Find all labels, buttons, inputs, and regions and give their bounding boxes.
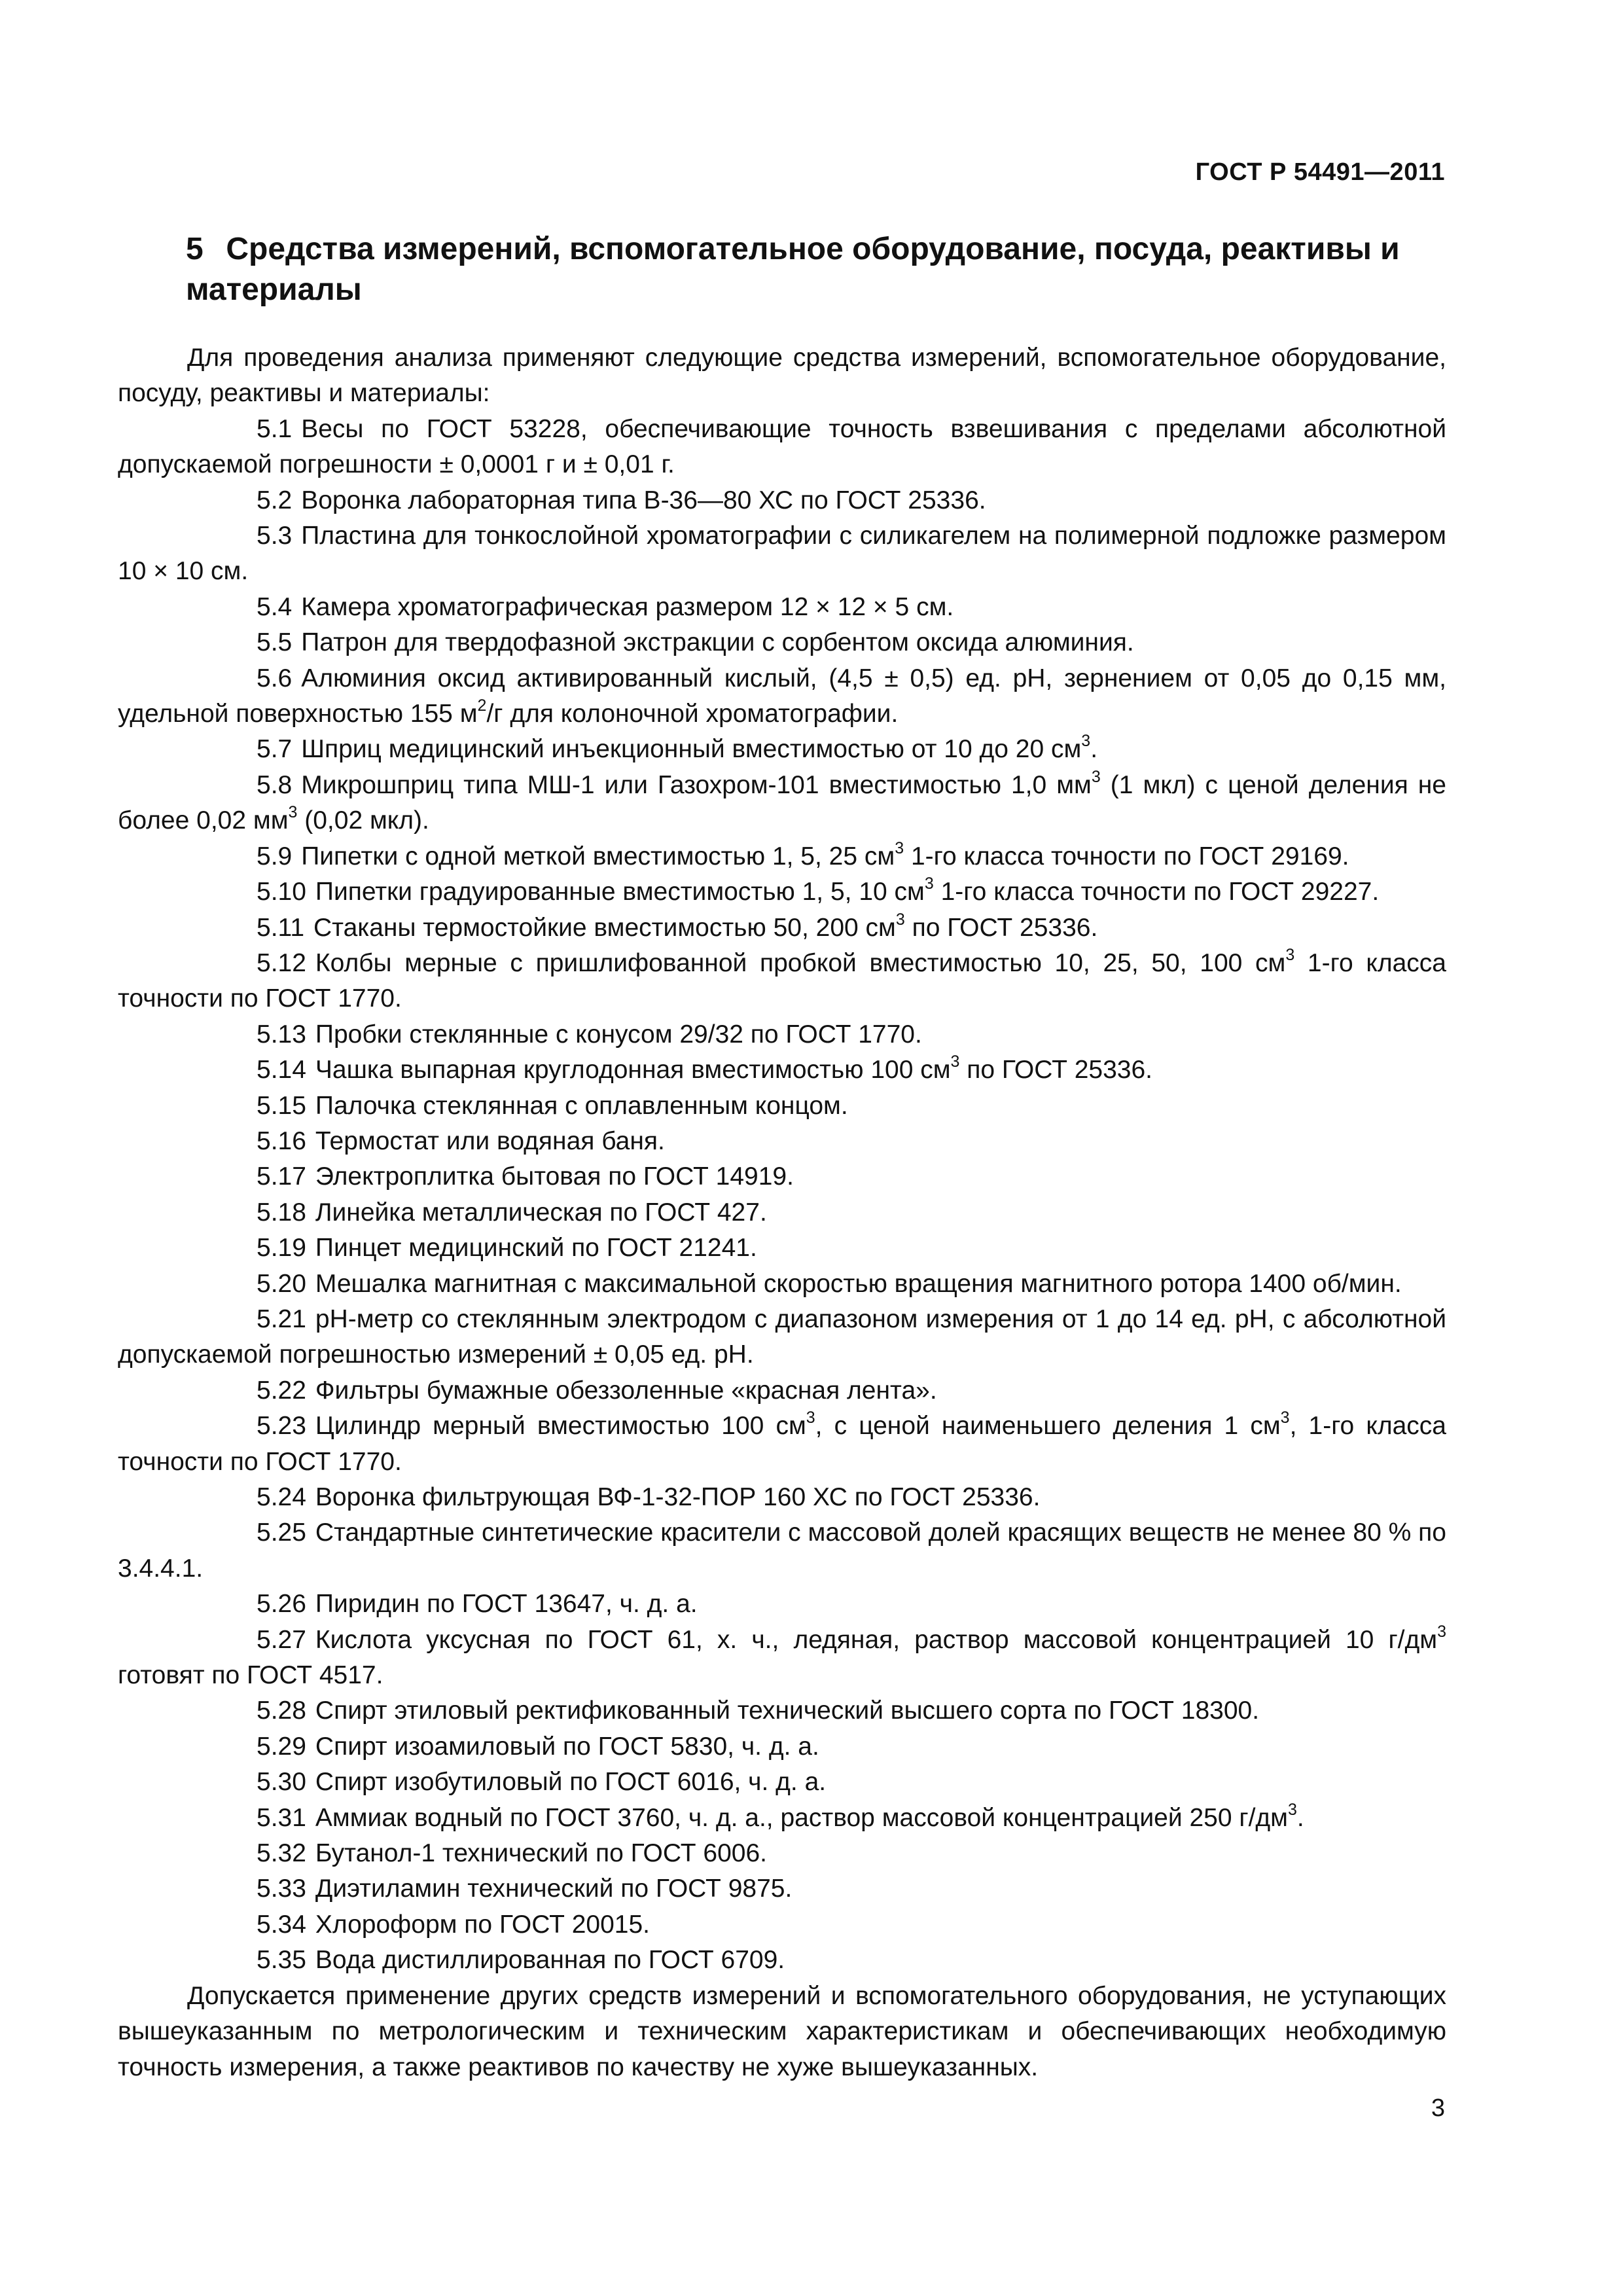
superscript: 3 [1280,1408,1290,1427]
item-text: Спирт этиловый ректификованный технический высшего сорта по ГОСТ 18300. [315,1696,1260,1725]
outro-paragraph: Допускается применение других средств измерений и вспомогательного оборудования, не уступающих вышеуказанным по метрологическим и техническим характеристикам и обеспечивающих необходимую точность измерения, а также реактивов по качеству не хуже вышеуказанных. [118,1981,1446,2081]
list-item [118,1871,1446,1907]
item-text-continued: , с ценой наименьшего деления 1 см [815,1412,1281,1441]
item-text: Спирт изобутиловый по ГОСТ 6016, ч. д. а. [315,1768,827,1797]
superscript: 3 [806,1408,815,1427]
equipment-list [118,412,1446,1979]
item-number: 5.14 [257,1056,306,1085]
list-item [118,483,1446,518]
list-item [118,1124,1446,1159]
superscript: 3 [288,803,298,822]
item-text: Пиридин по ГОСТ 13647, ч. д. а. [315,1590,698,1619]
item-text: Пробки стеклянные с конусом 29/32 по ГОСТ 1770. [315,1020,922,1049]
list-item [118,1587,1446,1622]
item-text: Диэтиламин технический по ГОСТ 9875. [315,1874,793,1903]
item-text-continued: по ГОСТ 25336. [904,913,1098,942]
list-item [118,1943,1446,1978]
item-text: Спирт изоамиловый по ГОСТ 5830, ч. д. а. [315,1732,819,1761]
item-text: Пипетки с одной меткой вместимостью 1, 5, 25 см [301,842,895,870]
item-text: Воронка фильтрующая ВФ-1-32-ПОР 160 ХС по ГОСТ 25336. [315,1483,1041,1511]
item-number: 5.5 [257,628,293,657]
list-item [118,874,1446,910]
item-number: 5.31 [257,1803,306,1832]
item-text: Микрошприц типа МШ-1 или Газохром-101 вместимостью 1,0 мм [301,770,1092,799]
item-text: Аммиак водный по ГОСТ 3760, ч. д. а., раствор массовой концентрацией 250 г/дм [315,1803,1288,1832]
item-text: Пластина для тонкослойной хроматографии с силикагелем на полимерной подложке размером 10 × 10 см. [118,522,1446,586]
list-item [118,661,1446,732]
item-number: 5.26 [257,1590,306,1619]
item-text: Вода дистиллированная по ГОСТ 6709. [315,1946,785,1975]
list-item [118,590,1446,625]
superscript: 3 [1437,1622,1446,1641]
item-number: 5.1 [257,414,293,443]
item-number: 5.4 [257,592,293,621]
list-item [118,910,1446,946]
item-text: Весы по ГОСТ 53228, обеспечивающие точность взвешивания с пределами абсолютной допускаемой погрешности ± 0,0001 г и ± 0,01 г. [118,414,1446,479]
list-item [118,1408,1446,1480]
intro-paragraph: Для проведения анализа применяют следующие средства измерений, вспомогательное оборудование, посуду, реактивы и материалы: [118,344,1446,408]
list-item [118,1693,1446,1729]
item-text: Термостат или водяная баня. [315,1126,665,1155]
list-item [118,1052,1446,1088]
item-text: Мешалка магнитная с максимальной скоростью вращения магнитного ротора 1400 об/мин. [315,1269,1402,1298]
item-number: 5.17 [257,1162,306,1191]
item-text: Пипетки градуированные вместимостью 1, 5, 10 см [315,878,925,906]
list-item [118,1266,1446,1302]
section-title-text: Средства измерений, вспомогательное оборудование, посуда, реактивы и материалы [186,232,1400,307]
item-number: 5.11 [257,913,305,942]
item-number: 5.19 [257,1234,306,1263]
list-item [118,1515,1446,1587]
section-heading [186,229,1449,310]
item-number: 5.18 [257,1198,306,1227]
item-text-continued: . [1296,1803,1304,1832]
item-text-continued: , 1-го класса точности по ГОСТ 1770. [118,1412,1446,1476]
section-body [118,340,1446,2085]
item-text-continued: 1-го класса точности по ГОСТ 29169. [904,842,1349,870]
item-number: 5.12 [257,948,306,977]
superscript: 3 [1081,732,1091,751]
list-item [118,518,1446,590]
item-number: 5.22 [257,1376,306,1405]
item-text-continued: 1-го класса точности по ГОСТ 29227. [933,878,1380,906]
list-item [118,1088,1446,1124]
superscript: 3 [895,910,905,929]
superscript: 3 [950,1052,960,1071]
item-text-continued: 1-го класса точности по ГОСТ 1770. [118,948,1446,1013]
item-number: 5.10 [257,878,306,906]
item-number: 5.21 [257,1304,306,1333]
item-number: 5.27 [257,1625,306,1654]
document-code: ГОСТ Р 54491—2011 [1195,158,1445,186]
item-number: 5.15 [257,1091,306,1120]
item-text: Палочка стеклянная с оплавленным концом. [315,1091,848,1120]
item-number: 5.16 [257,1126,306,1155]
item-text: Хлороформ по ГОСТ 20015. [315,1910,651,1939]
superscript: 3 [895,838,904,857]
item-text-continued: готовят по ГОСТ 4517. [118,1661,383,1690]
list-item [118,1159,1446,1194]
item-text: Пинцет медицинский по ГОСТ 21241. [315,1234,757,1263]
item-text-continued: (0,02 мкл). [297,806,429,835]
item-number: 5.2 [257,486,293,514]
item-text-continued: по ГОСТ 25336. [959,1056,1153,1085]
list-item [118,839,1446,874]
item-text: Колбы мерные с пришлифованной пробкой вместимостью 10, 25, 50, 100 см [315,948,1286,977]
item-number: 5.32 [257,1839,306,1868]
item-number: 5.30 [257,1768,306,1797]
item-text: Фильтры бумажные обеззоленные «красная лента». [315,1376,937,1405]
list-item [118,1729,1446,1765]
item-number: 5.29 [257,1732,306,1761]
list-item [118,1765,1446,1800]
item-text: Электроплитка бытовая по ГОСТ 14919. [315,1162,794,1191]
list-item [118,768,1446,839]
item-text: Камера хроматографическая размером 12 × 12 × 5 см. [301,592,954,621]
list-item [118,412,1446,483]
item-text-continued: /г для колоночной хроматографии. [486,700,899,728]
item-text-continued: . [1090,735,1098,764]
superscript: 2 [477,696,487,715]
item-text-continued: (1 мкл) с ценой деления не более 0,02 мм [118,770,1446,835]
superscript: 3 [924,874,934,893]
item-text: Чашка выпарная круглодонная вместимостью 100 см [315,1056,951,1085]
item-text: Цилиндр мерный вместимостью 100 см [315,1412,806,1441]
list-item [118,1836,1446,1871]
list-item [118,1373,1446,1408]
page-number: 3 [1431,2094,1445,2122]
item-number: 5.35 [257,1946,306,1975]
section-number: 5 [186,232,204,266]
item-number: 5.25 [257,1518,306,1547]
item-number: 5.7 [257,735,293,764]
list-item [118,625,1446,660]
list-item [118,1230,1446,1266]
item-number: 5.6 [257,664,293,692]
item-text: Бутанол-1 технический по ГОСТ 6006. [315,1839,767,1868]
superscript: 3 [1287,1800,1297,1819]
item-text: Воронка лабораторная типа В-36—80 ХС по ГОСТ 25336. [301,486,986,514]
list-item [118,1017,1446,1052]
list-item [118,1623,1446,1694]
item-text: Шприц медицинский инъекционный вместимостью от 10 до 20 см [301,735,1082,764]
item-number: 5.8 [257,770,293,799]
item-number: 5.9 [257,842,293,870]
item-text: Линейка металлическая по ГОСТ 427. [315,1198,767,1227]
item-number: 5.33 [257,1874,306,1903]
item-text: Алюминия оксид активированный кислый, (4,5 ± 0,5) ед. pH, зернением от 0,05 до 0,15 мм, удельной поверхностью 155 м [118,664,1446,728]
list-item [118,1801,1446,1836]
item-number: 5.20 [257,1269,306,1298]
item-number: 5.23 [257,1412,306,1441]
list-item [118,1302,1446,1373]
list-item [118,946,1446,1017]
item-number: 5.34 [257,1910,306,1939]
item-text: Стандартные синтетические красители с массовой долей красящих веществ не менее 80 % по 3.4.4.1. [118,1518,1446,1583]
item-text: Стаканы термостойкие вместимостью 50, 200 см [313,913,896,942]
list-item [118,1195,1446,1230]
item-text: Патрон для твердофазной экстракции с сорбентом оксида алюминия. [301,628,1134,657]
superscript: 3 [1091,767,1101,786]
list-item [118,1480,1446,1515]
item-text: Кислота уксусная по ГОСТ 61, х. ч., ледяная, раствор массовой концентрацией 10 г/дм [315,1625,1438,1654]
superscript: 3 [1285,945,1295,964]
item-number: 5.24 [257,1483,306,1511]
item-number: 5.28 [257,1696,306,1725]
list-item [118,1907,1446,1943]
list-item [118,732,1446,767]
item-text: pH-метр со стеклянным электродом с диапазоном измерения от 1 до 14 ед. pH, с абсолютной допускаемой погрешностью измерений ± 0,05 ед. pH. [118,1304,1446,1369]
item-number: 5.3 [257,522,293,550]
item-number: 5.13 [257,1020,306,1049]
